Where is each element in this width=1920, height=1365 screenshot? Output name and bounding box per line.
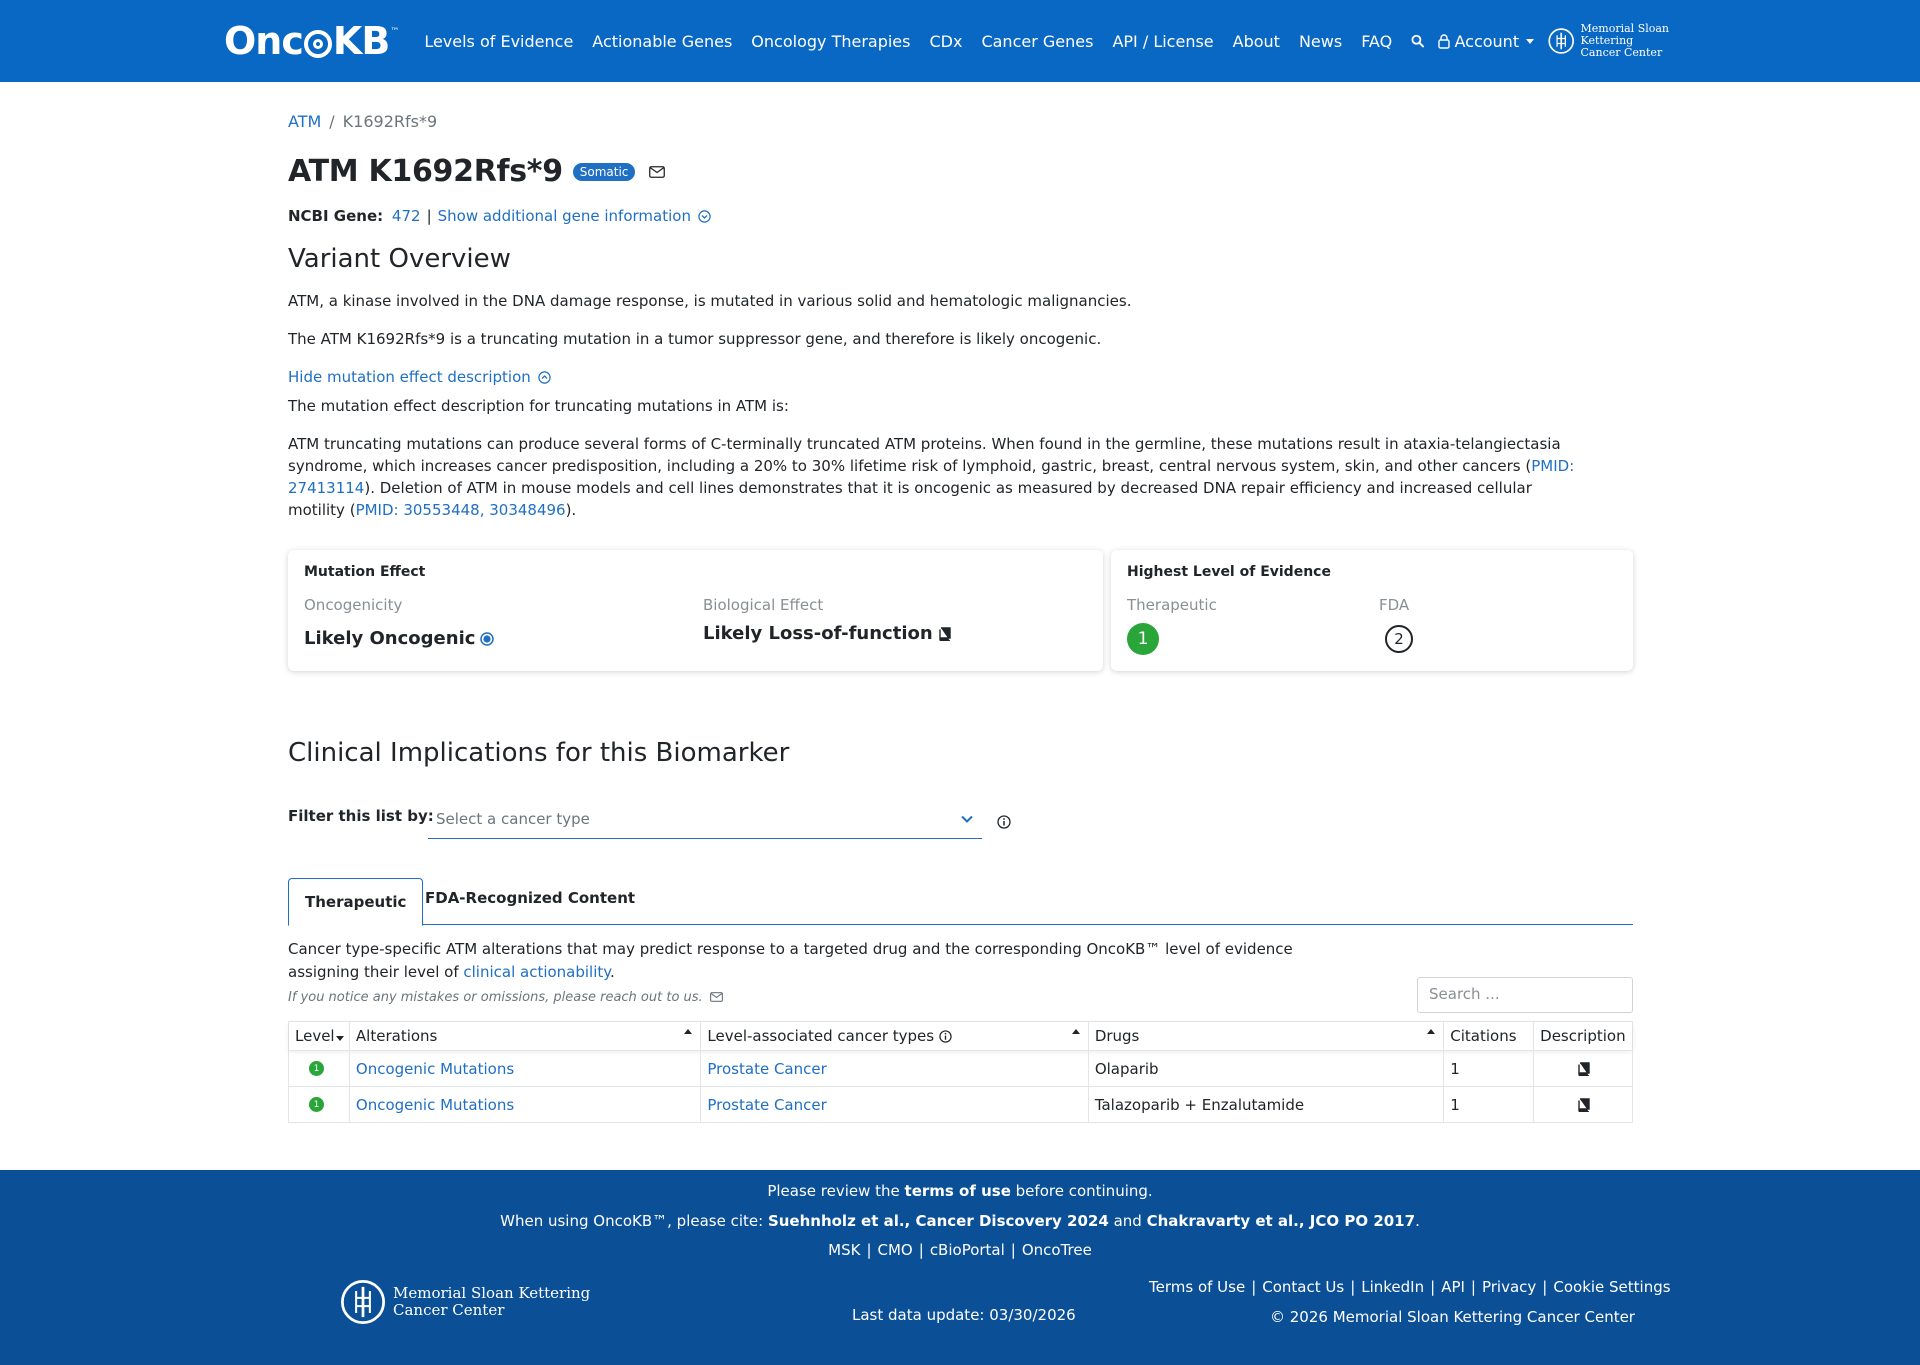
desc-part-2: ). Deletion of ATM in mouse models and cell lines demonstrates that it is oncogenic as measured by decreased DNA repair efficiency and increased cellular motility ( [288,479,1532,519]
row-cancer-type [701,1051,1088,1086]
level-1-icon: 1 [309,1097,324,1112]
cancer-type-select[interactable] [428,805,982,839]
logo-text-kb: KB [332,19,390,63]
tab-desc-1: Cancer type-specific ATM alterations that may predict response to a targeted drug and the corresponding OncoKB™ level of evidence [288,940,1293,958]
row-citations[interactable]: 1 [1444,1051,1534,1086]
citation-link-2[interactable]: Chakravarty et al., JCO PO 2017 [1146,1212,1416,1230]
footer-review-post: before continuing. [1010,1182,1153,1200]
account-label: Account [1454,31,1520,51]
cancer-type-placeholder: Select a cancer type [436,810,590,828]
col-level[interactable] [289,1022,350,1050]
footer-partner-links: MSK | CMO | cBioPortal | OncoTree [828,1241,1092,1259]
oncogenicity-text: Likely Oncogenic [304,628,476,649]
mail-small-icon[interactable] [710,992,723,1002]
ncbi-gene-label: NCBI Gene: [288,207,384,225]
tab-fda-recognized-content[interactable]: FDA-Recognized Content [425,889,636,907]
biological-effect-value [703,623,951,644]
tab-therapeutic[interactable]: Therapeutic [288,878,423,926]
tab-desc-end: . [610,963,615,981]
hide-mutation-effect-label: Hide mutation effect description [288,368,531,386]
row-level [289,1087,350,1122]
footer-msk-logo[interactable] [341,1278,590,1326]
oncogenicity-label: Oncogenicity [304,596,403,614]
footer-right-links: Terms of Use | Contact Us | LinkedIn | API | Privacy | Cookie Settings [1149,1278,1671,1296]
breadcrumb-separator: / [329,112,335,131]
table-row [289,1086,1632,1122]
filter-label: Filter this list by: [288,807,434,825]
pmid-link-1[interactable]: PMID: 27413114 [288,457,1575,497]
cancer-type-link[interactable]: Prostate Cancer [707,1095,827,1114]
row-level [289,1051,350,1086]
book-icon[interactable] [1577,1062,1590,1076]
mail-icon[interactable] [649,166,665,178]
col-citations[interactable] [1444,1022,1534,1050]
sort-down-icon [336,1036,344,1041]
sort-up-icon [1072,1029,1080,1034]
highest-level-card [1111,550,1633,671]
title-row [288,154,665,189]
msk-emblem-icon [341,1278,385,1326]
search-icon[interactable] [1411,33,1424,49]
pmid-link-2[interactable]: PMID: 30553448, 30348496 [355,501,566,519]
tab-description [288,938,1388,984]
col-drugs-label: Drugs [1094,1027,1140,1045]
therapeutic-table [288,1021,1633,1123]
footer-contact-us[interactable]: Contact Us [1262,1278,1345,1296]
footer-cite-and: and [1108,1212,1147,1230]
row-alteration [350,1051,701,1086]
footer-link-cmo[interactable]: CMO [877,1241,913,1259]
nav-links [424,32,1411,51]
footer-cookie-settings[interactable]: Cookie Settings [1553,1278,1671,1296]
breadcrumb-gene[interactable]: ATM [288,112,322,131]
footer-link-oncotree[interactable]: OncoTree [1021,1241,1092,1259]
breadcrumb-variant: K1692Rfs*9 [342,112,438,131]
msk-logo[interactable] [1548,23,1700,59]
oncogenicity-circle-icon[interactable] [480,632,494,646]
nav-actionable-genes[interactable]: Actionable Genes [592,31,733,51]
highest-level-title: Highest Level of Evidence [1127,564,1331,580]
row-cancer-type [701,1087,1088,1122]
biological-effect-text: Likely Loss-of-function [703,623,933,644]
somatic-badge: Somatic [573,163,636,181]
nav-oncology-therapies[interactable]: Oncology Therapies [751,31,911,51]
fda-level-2-badge[interactable]: 2 [1385,625,1413,653]
row-description[interactable] [1534,1051,1632,1086]
footer-api[interactable]: API [1441,1278,1465,1296]
col-description-label: Description [1540,1027,1626,1045]
therapeutic-level-1-badge[interactable]: 1 [1127,623,1159,655]
nav-levels-of-evidence[interactable]: Levels of Evidence [424,31,574,51]
book-icon[interactable] [1577,1098,1590,1112]
cancer-type-link[interactable]: Prostate Cancer [707,1059,827,1078]
row-description[interactable] [1534,1087,1632,1122]
last-data-update: Last data update: 03/30/2026 [852,1306,1076,1324]
footer-cite-pre: When using OncoKB™, please cite: [500,1212,768,1230]
col-alterations-label: Alterations [355,1027,438,1045]
row-drugs: Talazoparib + Enzalutamide [1089,1087,1444,1122]
nav-about[interactable]: About [1232,31,1280,51]
nav-cancer-genes[interactable]: Cancer Genes [981,31,1094,51]
footer-msk-line2: Cancer Center [393,1301,505,1319]
implications-tabs [288,878,1633,925]
nav-cdx[interactable]: CDx [929,31,963,51]
col-cancer-types-label: Level-associated cancer types [707,1027,935,1045]
show-gene-info-toggle[interactable] [438,207,711,225]
info-icon[interactable] [939,1030,952,1043]
ncbi-gene-link[interactable]: 472 [391,207,421,225]
lock-icon [1438,34,1450,49]
alteration-link[interactable]: Oncogenic Mutations [355,1059,515,1078]
clinical-implications-heading: Clinical Implications for this Biomarker [288,738,790,768]
footer [0,1170,1920,1365]
footer-link-cbioportal[interactable]: cBioPortal [929,1241,1005,1259]
footer-link-msk[interactable]: MSK [828,1241,861,1259]
col-drugs[interactable] [1089,1022,1444,1050]
chevron-down-icon [960,814,974,824]
oncogenicity-value [304,628,494,649]
page-title: ATM K1692Rfs*9 [288,154,563,189]
oncokb-logo[interactable] [224,19,398,63]
col-cancer-types[interactable] [701,1022,1088,1050]
chevron-circle-down-icon [698,210,711,223]
col-alterations[interactable] [350,1022,701,1050]
alteration-link[interactable]: Oncogenic Mutations [355,1095,515,1114]
show-gene-info-label: Show additional gene information [437,207,691,225]
row-drugs: Olaparib [1089,1051,1444,1086]
variant-overview-heading: Variant Overview [288,244,511,274]
row-citations[interactable]: 1 [1444,1087,1534,1122]
info-icon[interactable] [997,815,1011,829]
msk-emblem-icon [1548,25,1574,57]
footer-privacy[interactable]: Privacy [1481,1278,1537,1296]
chevron-circle-up-icon [538,371,551,384]
sort-up-icon [1427,1029,1435,1034]
table-header [289,1022,1632,1050]
col-description [1534,1022,1632,1050]
col-level-label: Level [295,1027,335,1045]
nav-api-license[interactable]: API / License [1112,31,1214,51]
footer-terms-of-use[interactable]: Terms of Use [1149,1278,1246,1296]
tab-desc-2: assigning their level of [288,963,464,981]
table-search-input[interactable]: Search ... [1417,977,1633,1013]
footer-cite-end: . [1415,1212,1420,1230]
clinical-actionability-link[interactable]: clinical actionability [463,963,611,981]
logo-text-onc: Onc [224,19,303,63]
gene-info [288,207,711,225]
footer-copyright: © 2026 Memorial Sloan Kettering Cancer Center [1270,1308,1635,1326]
gene-info-separator: | [426,207,432,225]
logo-tm: ™ [390,27,399,37]
mutation-effect-title: Mutation Effect [304,564,426,580]
mutation-effect-description [288,433,1588,521]
table-row [289,1050,1632,1086]
nav-news[interactable]: News [1298,31,1343,51]
account-menu[interactable] [1438,32,1534,51]
sort-up-icon [684,1029,692,1034]
desc-part-3: ). [565,501,577,519]
overview-summary-2: The ATM K1692Rfs*9 is a truncating mutation in a tumor suppressor gene, and therefore is likely oncogenic. [288,330,1102,348]
mutation-effect-card [288,550,1103,671]
book-icon[interactable] [938,627,951,641]
citation-link-1[interactable]: Suehnholz et al., Cancer Discovery 2024 [767,1212,1109,1230]
footer-terms-notice [0,1182,1920,1200]
therapeutic-level-label: Therapeutic [1127,596,1217,614]
footer-linkedin[interactable]: LinkedIn [1361,1278,1425,1296]
footer-citation [0,1212,1920,1230]
level-1-icon: 1 [309,1061,324,1076]
biological-effect-label: Biological Effect [703,596,824,614]
col-citations-label: Citations [1450,1027,1517,1045]
top-navbar [0,0,1920,82]
feedback-note-text: If you notice any mistakes or omissions, please reach out to us. [288,990,703,1005]
hide-mutation-effect-toggle[interactable] [288,366,1588,388]
caret-down-icon [1526,39,1534,44]
breadcrumb [288,112,437,131]
msk-line2: Cancer Center [1580,46,1663,59]
footer-msk-line1: Memorial Sloan Kettering [393,1284,591,1302]
mutation-effect-intro: The mutation effect description for truncating mutations in ATM is: [288,397,789,415]
footer-review-pre: Please review the [767,1182,905,1200]
nav-faq[interactable]: FAQ [1361,31,1393,51]
fda-level-label: FDA [1379,596,1410,614]
feedback-note [288,987,1588,1009]
row-alteration [350,1087,701,1122]
logo-o-icon [304,30,332,58]
footer-terms-link[interactable]: terms of use [904,1182,1011,1200]
overview-summary-1: ATM, a kinase involved in the DNA damage response, is mutated in various solid and hematologic malignancies. [288,292,1132,310]
msk-line1: Memorial Sloan Kettering [1580,22,1670,47]
desc-part-1: ATM truncating mutations can produce several forms of C-terminally truncated ATM proteins. When found in the germline, these mutations result in ataxia-telangiectasia syndrome, which increases cancer predisposition, including a 20% to 30% lifetime risk of lymphoid, gastric, breast, central nervous system, skin, and other cancers ( [288,435,1561,475]
